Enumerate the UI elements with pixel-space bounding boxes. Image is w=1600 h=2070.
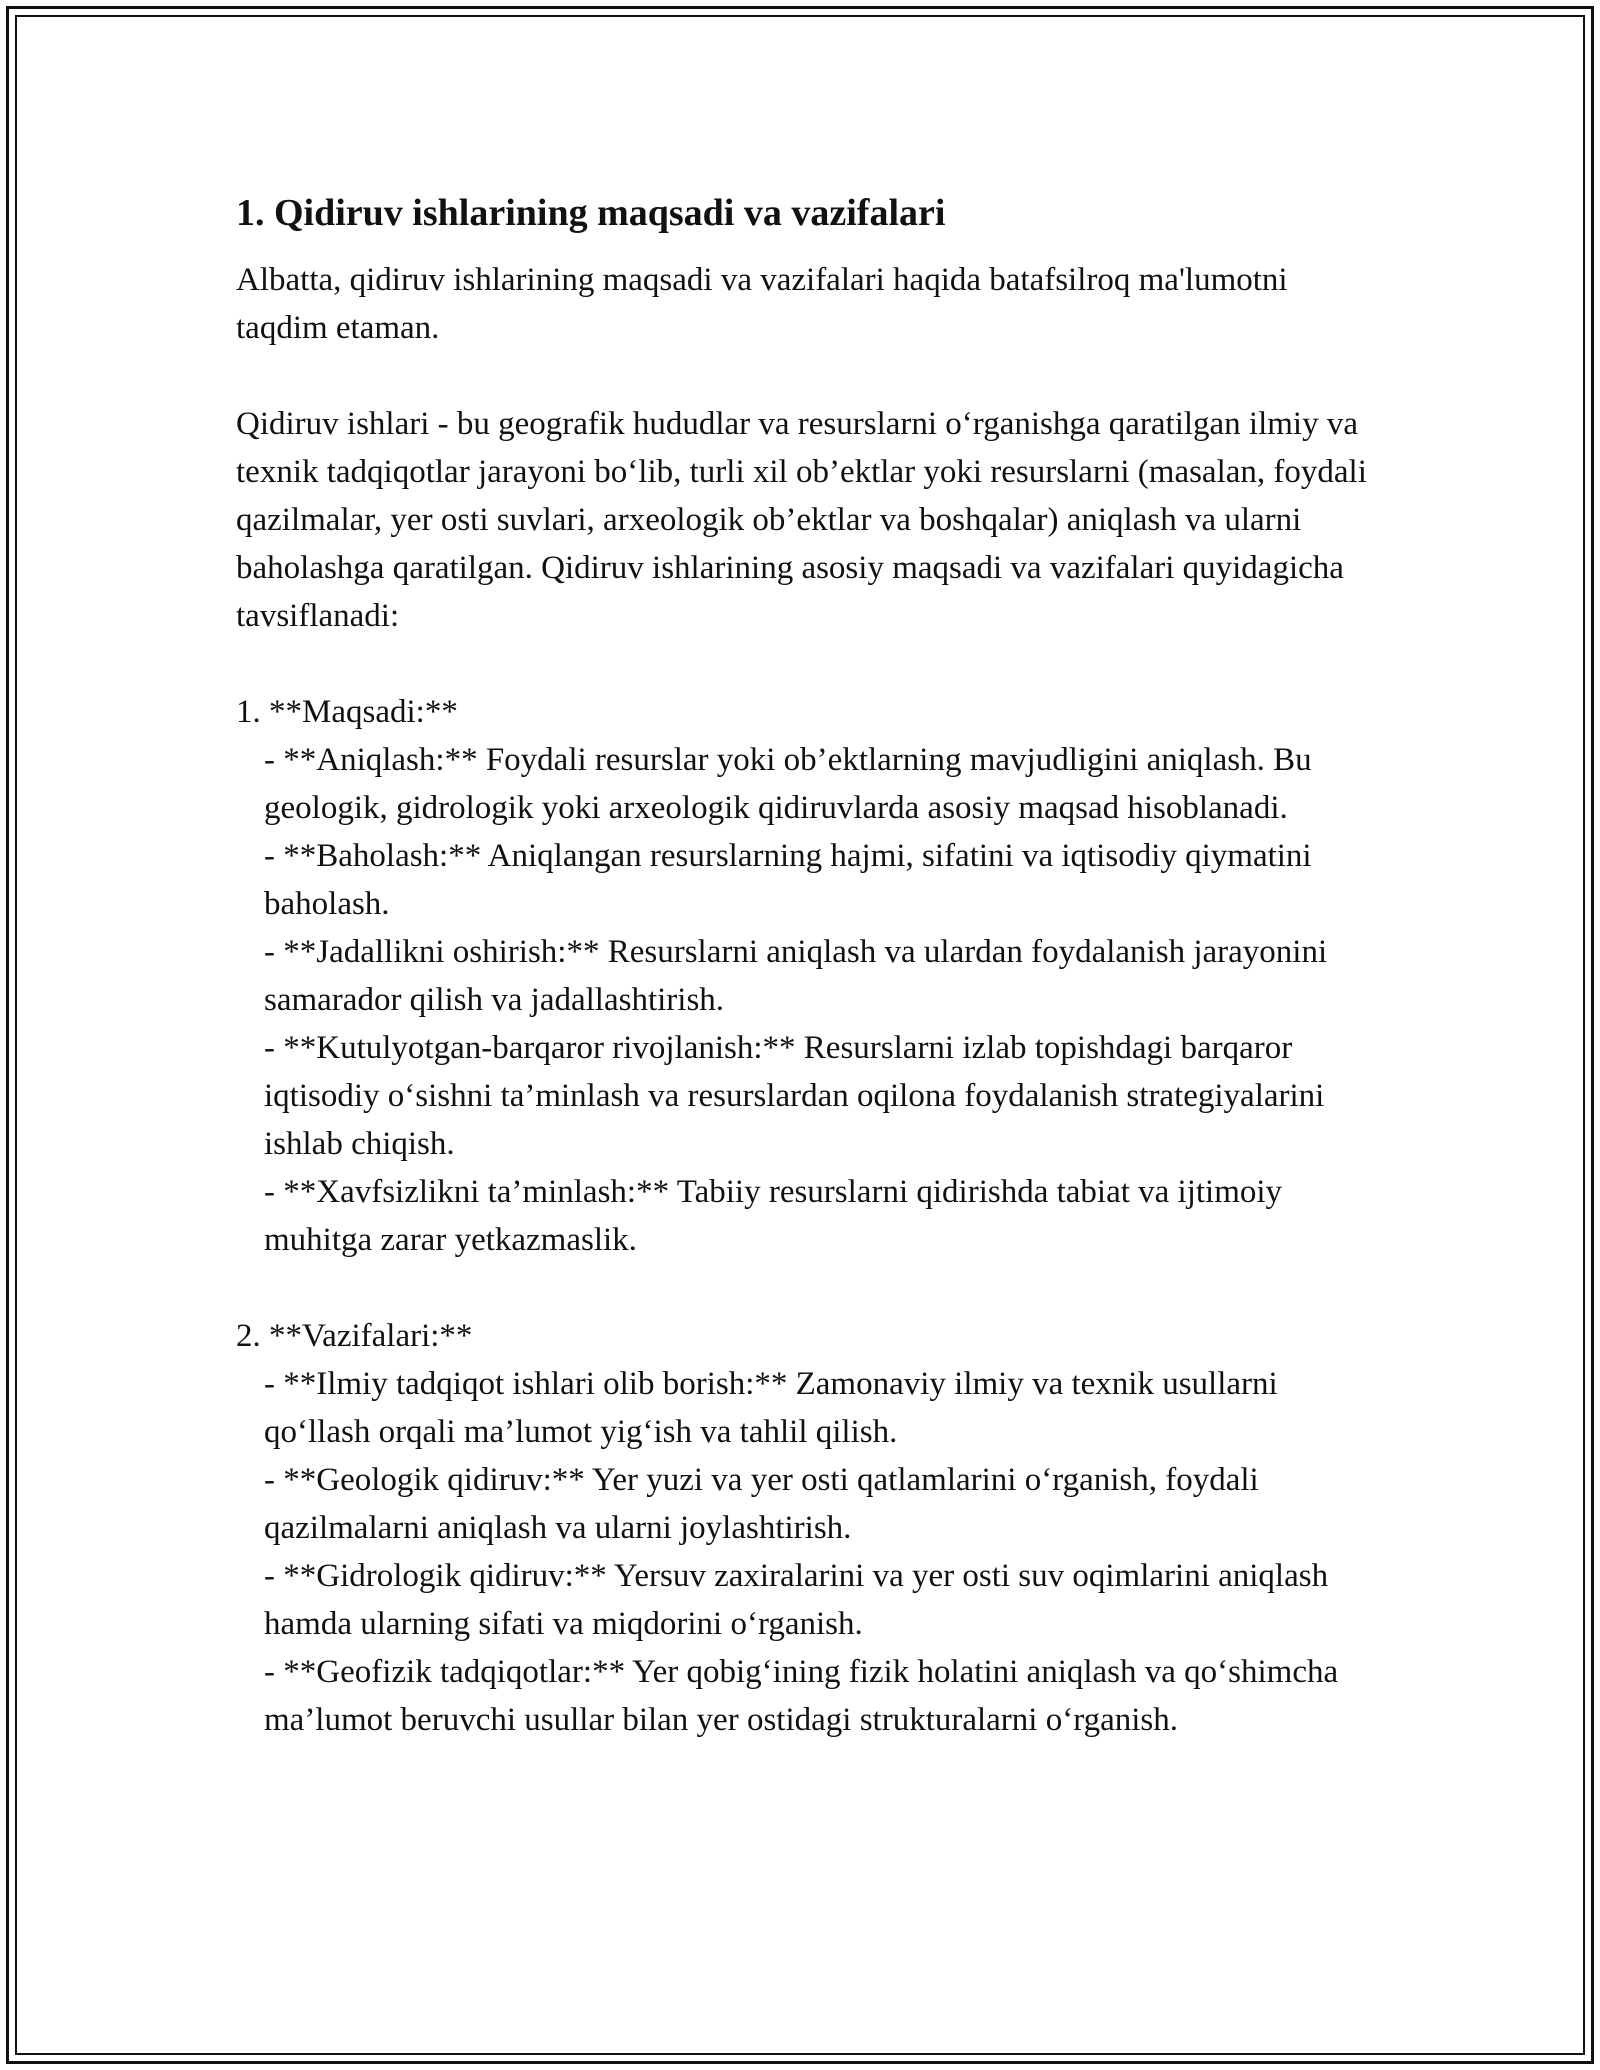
spacer — [236, 640, 1386, 688]
section-heading: 1. Qidiruv ishlarining maqsadi va vazifalari — [236, 192, 946, 234]
goals-title: 1. **Maqsadi:** — [236, 694, 458, 730]
tasks-section — [236, 1312, 1386, 1744]
goal-item: - **Aniqlash:** Foydali resurslar yoki ob’ektlarning mavjudligini aniqlash. Bu geologik, gidrologik yoki arxeologik qidiruvlarda asosiy maqsad hisoblanadi. — [264, 742, 1312, 826]
task-item: - **Ilmiy tadqiqot ishlari olib borish:** Zamonaviy ilmiy va texnik usullarni qo‘llash orqali ma’lumot yig‘ish va tahlil qilish. — [264, 1366, 1278, 1450]
goal-item: - **Kutulyotgan-barqaror rivojlanish:** Resurslarni izlab topishdagi barqaror iqtisodiy o‘sishni ta’minlash va resurslardan oqilona foydalanish strategiyalarini ishlab chiqish. — [264, 1030, 1325, 1162]
spacer — [236, 352, 1386, 400]
description-paragraph: Qidiruv ishlari - bu geografik hududlar va resurslarni o‘rganishga qaratilgan ilmiy va texnik tadqiqotlar jarayoni bo‘lib, turli xil ob’ektlar yoki resurslarni (masalan, foydali qazilmalar, yer osti suvlari, arxeologik ob’ektlar va boshqalar) aniqlash va ularni baholashga qaratilgan. Qidiruv ishlarining asosiy maqsadi va vazifalari quyidagicha tavsiflanadi: — [236, 406, 1367, 634]
goal-item: - **Xavfsizlikni ta’minlash:** Tabiiy resurslarni qidirishda tabiat va ijtimoiy muhitga zarar yetkazmaslik. — [264, 1174, 1283, 1258]
spacer — [236, 1264, 1386, 1312]
task-item: - **Geofizik tadqiqotlar:** Yer qobig‘ining fizik holatini aniqlash va qo‘shimcha ma’lumot beruvchi usullar bilan yer ostidagi strukturalarni o‘rganish. — [264, 1654, 1339, 1738]
task-item: - **Geologik qidiruv:** Yer yuzi va yer osti qatlamlarini o‘rganish, foydali qazilmalarni aniqlash va ularni joylashtirish. — [264, 1462, 1259, 1546]
task-item: - **Gidrologik qidiruv:** Yersuv zaxiralarini va yer osti suv oqimlarini aniqlash hamda ularning sifati va miqdorini o‘rganish. — [264, 1558, 1329, 1642]
goal-item: - **Jadallikni oshirish:** Resurslarni aniqlash va ulardan foydalanish jarayonini samarador qilish va jadallashtirish. — [264, 934, 1328, 1018]
document-body — [236, 186, 1386, 1744]
intro-paragraph: Albatta, qidiruv ishlarining maqsadi va vazifalari haqida batafsilroq ma'lumotni taqdim etaman. — [236, 262, 1288, 346]
goal-item: - **Baholash:** Aniqlangan resurslarning hajmi, sifatini va iqtisodiy qiymatini baholash. — [264, 838, 1312, 922]
goals-section — [236, 688, 1386, 1264]
tasks-title: 2. **Vazifalari:** — [236, 1318, 473, 1354]
